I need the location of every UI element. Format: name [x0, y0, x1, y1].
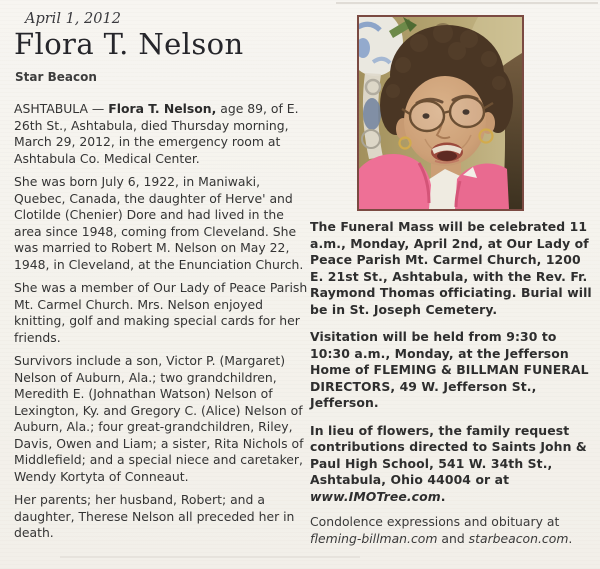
condolence-text: Condolence expressions and obituary at	[310, 514, 560, 529]
memorial-contributions-paragraph: In lieu of flowers, the family request contributions directed to Saints John & Paul High School, 541 W. 34th St., Ashtabula, Ohio 44004 or at www.IMOTree.com.	[310, 422, 587, 504]
deceased-name-bold: Flora T. Nelson,	[108, 101, 217, 116]
condolence-site-2: starbeacon.com	[468, 530, 569, 546]
intro-paragraph	[14, 101, 311, 167]
intro-text: age 89, of E. 26th St., Ashtabula, died Thursday morning, March 29, 2012, in the emergency room at Ashtabula Co. Medical Center.	[14, 101, 299, 166]
services-column	[310, 219, 598, 558]
memorial-website-text: www.IMOTree.com	[310, 488, 441, 504]
condolences-paragraph: Condolence expressions and obituary at fleming-billman.com and starbeacon.com.	[310, 514, 573, 546]
publication-date: April 1, 2012	[25, 11, 121, 27]
portrait-photo	[359, 17, 522, 209]
obituary-text-column	[14, 11, 311, 549]
scan-artifact-line	[336, 2, 598, 4]
publication-source: Star Beacon	[15, 70, 97, 84]
portrait-photo-frame	[357, 15, 524, 211]
intro-dateline: ASHTABULA —	[14, 101, 109, 116]
visitation-paragraph: Visitation will be held from 9:30 to 10:30 a.m., Monday, at the Jefferson Home of FLEMING & BILLMAN FUNERAL DIRECTORS, 49 W. Jefferson St., Jefferson.	[310, 329, 589, 410]
birth-paragraph: She was born July 6, 1922, in Maniwaki, Quebec, Canada, the daughter of Herve' and Clotilde (Chenier) Dore and had lived in the area since 1948, coming from Cleveland. She was married to Robert M. Nelson on May 22, 1948, in Cleveland, at the Enunciation Church.	[14, 174, 304, 272]
predeceased-paragraph: Her parents; her husband, Robert; and a daughter, Therese Nelson all preceded her in death.	[14, 492, 295, 540]
survivors-paragraph: Survivors include a son, Victor P. (Margaret) Nelson of Auburn, Ala.; two grandchildren, Meredith E. (Johnathan Watson) Nelson of Lexington, Ky. and Gregory C. (Alice) Nelson of Auburn, Ala.; four great-grandchildren, Riley, Davis, Owen and Liam; a sister, Rita Nichols of Middlefield; and a special niece and caretaker, Wendy Kortyta of Conneaut.	[14, 353, 304, 484]
deceased-name-title: Flora T. Nelson	[14, 27, 244, 61]
membership-paragraph: She was a member of Our Lady of Peace Parish Mt. Carmel Church. Mrs. Nelson enjoyed knitting, golf and making special cards for her friends.	[14, 280, 308, 345]
funeral-mass-paragraph: The Funeral Mass will be celebrated 11 a.m., Monday, April 2nd, at Our Lady of Peace Parish Mt. Carmel Church, 1200 E. 21st St., Ashtabula, with the Rev. Fr. Raymond Thomas officiating. Burial will be in St. Joseph Cemetery.	[310, 219, 592, 317]
condolence-site-1: fleming-billman.com	[310, 530, 438, 546]
memorial-text: In lieu of flowers, the family request contributions directed to Saints John & Paul High School, 541 W. 34th St., Ashtabula, Ohio 44004 or at	[310, 422, 587, 487]
